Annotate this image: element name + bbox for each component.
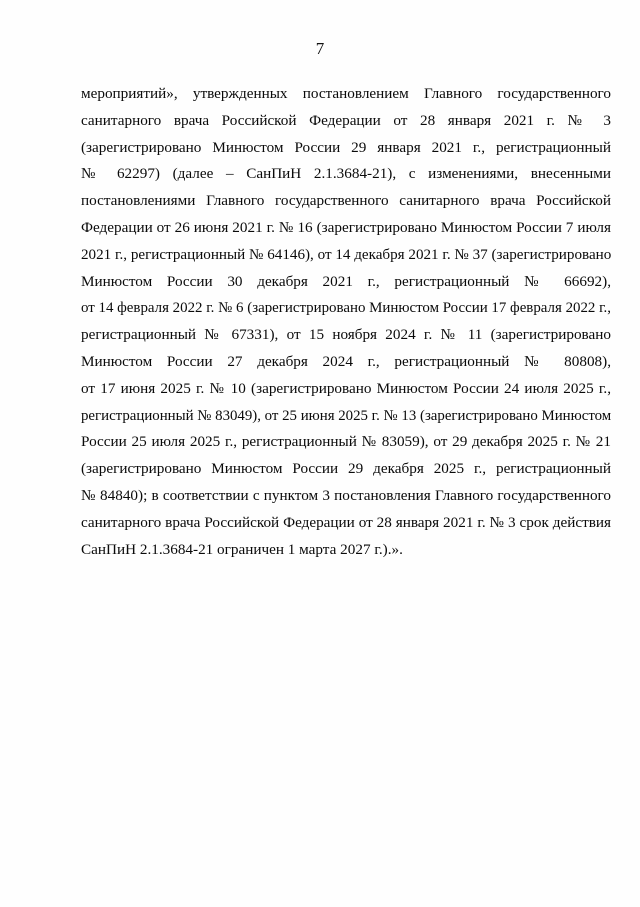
text-line: СанПиН 2.1.3684-21 ограничен 1 марта 2027 г.).». <box>81 540 403 558</box>
text-line: (зарегистрировано Минюстом России 29 декабря 2025 г., регистрационный <box>81 460 611 478</box>
text-line: № 62297) (далее – СанПиН 2.1.3684-21), с изменениями, внесенными <box>81 165 611 183</box>
text-line: 2021 г., регистрационный № 64146), от 14 декабря 2021 г. № 37 (зарегистрировано <box>81 246 612 263</box>
text-line: мероприятий», утвержденных постановлением Главного государственного <box>81 85 611 102</box>
text-line: Минюстом России 30 декабря 2021 г., регистрационный № 66692), <box>81 272 611 290</box>
body-paragraph <box>81 81 611 563</box>
text-line: регистрационный № 67331), от 15 ноября 2024 г. № 11 (зарегистрировано <box>81 326 611 344</box>
text-line: от 14 февраля 2022 г. № 6 (зарегистрировано Минюстом России 17 февраля 2022 г., <box>81 300 611 317</box>
text-line: № 84840); в соответствии с пунктом 3 постановления Главного государственного <box>81 486 611 504</box>
text-line: России 25 июля 2025 г., регистрационный № 83059), от 29 декабря 2025 г. № 21 <box>81 433 611 451</box>
text-line: санитарного врача Российской Федерации от 28 января 2021 г. № 3 <box>81 111 611 129</box>
text-line: постановлениями Главного государственного санитарного врача Российской <box>81 192 611 210</box>
text-line: Минюстом России 27 декабря 2024 г., регистрационный № 80808), <box>81 352 611 370</box>
text-line: регистрационный № 83049), от 25 июня 2025 г. № 13 (зарегистрировано Минюстом <box>81 407 612 424</box>
text-line: санитарного врача Российской Федерации от 28 января 2021 г. № 3 срок действия <box>81 513 611 531</box>
page-number: 7 <box>315 39 325 58</box>
text-line: от 17 июня 2025 г. № 10 (зарегистрировано Минюстом России 24 июля 2025 г., <box>81 379 611 397</box>
text-line: Федерации от 26 июня 2021 г. № 16 (зарегистрировано Минюстом России 7 июля <box>81 218 611 236</box>
text-line: (зарегистрировано Минюстом России 29 января 2021 г., регистрационный <box>81 138 611 156</box>
